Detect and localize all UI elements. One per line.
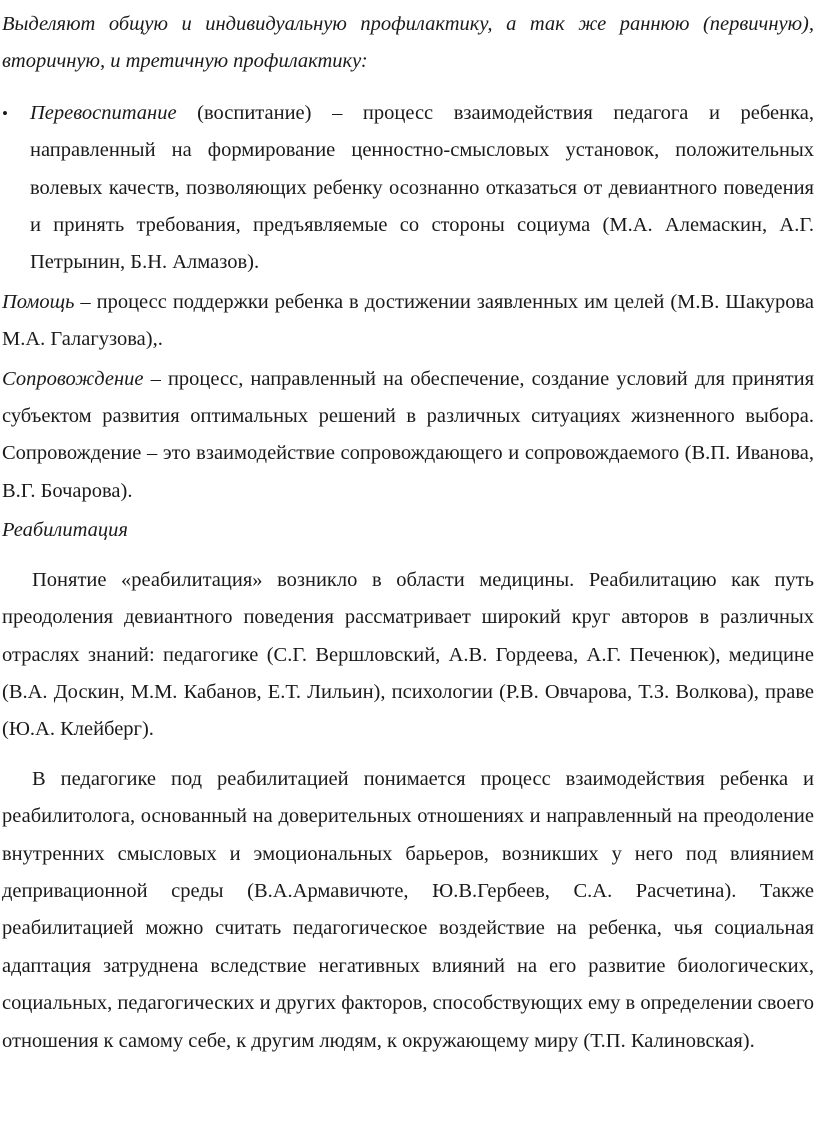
- support-term: Сопровождение: [2, 367, 144, 390]
- support-text: – процесс, направленный на обеспечение, создание условий для принятия субъектом развития оптимальных решений в различных ситуациях жизненного выбора. Сопровождение – это взаимодействие сопровождающего и сопровождаемого (В.П. Иванова, В.Г. Бочарова).: [2, 367, 814, 502]
- support-definition: [2, 361, 814, 511]
- rehab-paragraph-1: Понятие «реабилитация» возникло в области медицины. Реабилитацию как путь преодоления девиантного поведения рассматривает широкий круг авторов в различных отраслях знаний: педагогике (С.Г. Вершловский, А.В. Гордеева, А.Г. Печенюк), медицине (В.А. Доскин, М.М. Кабанов, Е.Т. Лильин), психологии (Р.В. Овчарова, Т.З. Волкова), праве (Ю.А. Клейберг).: [2, 568, 814, 741]
- bullet-icon: •: [2, 103, 8, 123]
- rehab-heading: Реабилитация: [2, 519, 128, 542]
- intro-paragraph: Выделяют общую и индивидуальную профилактику, а так же раннюю (первичную), вторичную, и третичную профилактику:: [2, 13, 814, 73]
- rehab-paragraph-2: В педагогике под реабилитацией понимается процесс взаимодействия ребенка и реабилитолога, основанный на доверительных отношениях и направленный на преодоление внутренних смысловых и эмоциональных барьеров, возникших у него под влиянием депривационной среды (В.А.Армавичюте, Ю.В.Гербеев, С.А. Расчетина). Также реабилитацией можно считать педагогическое воздействие на ребенка, чья социальная адаптация затруднена вследствие негативных влияний на его развитие биологических, социальных, педагогических и других факторов, способствующих ему в определении своего отношения к самому себе, к другим людям, к окружающему миру (Т.П. Калиновская).: [2, 767, 814, 1052]
- reeducation-text: (воспитание) – процесс взаимодействия педагога и ребенка, направленный на формирование ценностно-смысловых установок, положительных волевых качеств, позволяющих ребенку осознанно отказаться от девиантного поведения и принять требования, предъявляемые со стороны социума (М.А. Алемаскин, А.Г. Петрынин, Б.Н. Алмазов).: [30, 101, 814, 274]
- help-term: Помощь: [2, 290, 75, 313]
- reeducation-definition: [30, 95, 814, 282]
- bullet-item-reeducation: [2, 95, 814, 282]
- document-page: [2, 6, 814, 1060]
- reeducation-term: Перевоспитание: [30, 101, 177, 124]
- help-text: – процесс поддержки ребенка в достижении заявленных им целей (М.В. Шакурова М.А. Галагузова),.: [2, 290, 814, 351]
- help-definition: [2, 284, 814, 359]
